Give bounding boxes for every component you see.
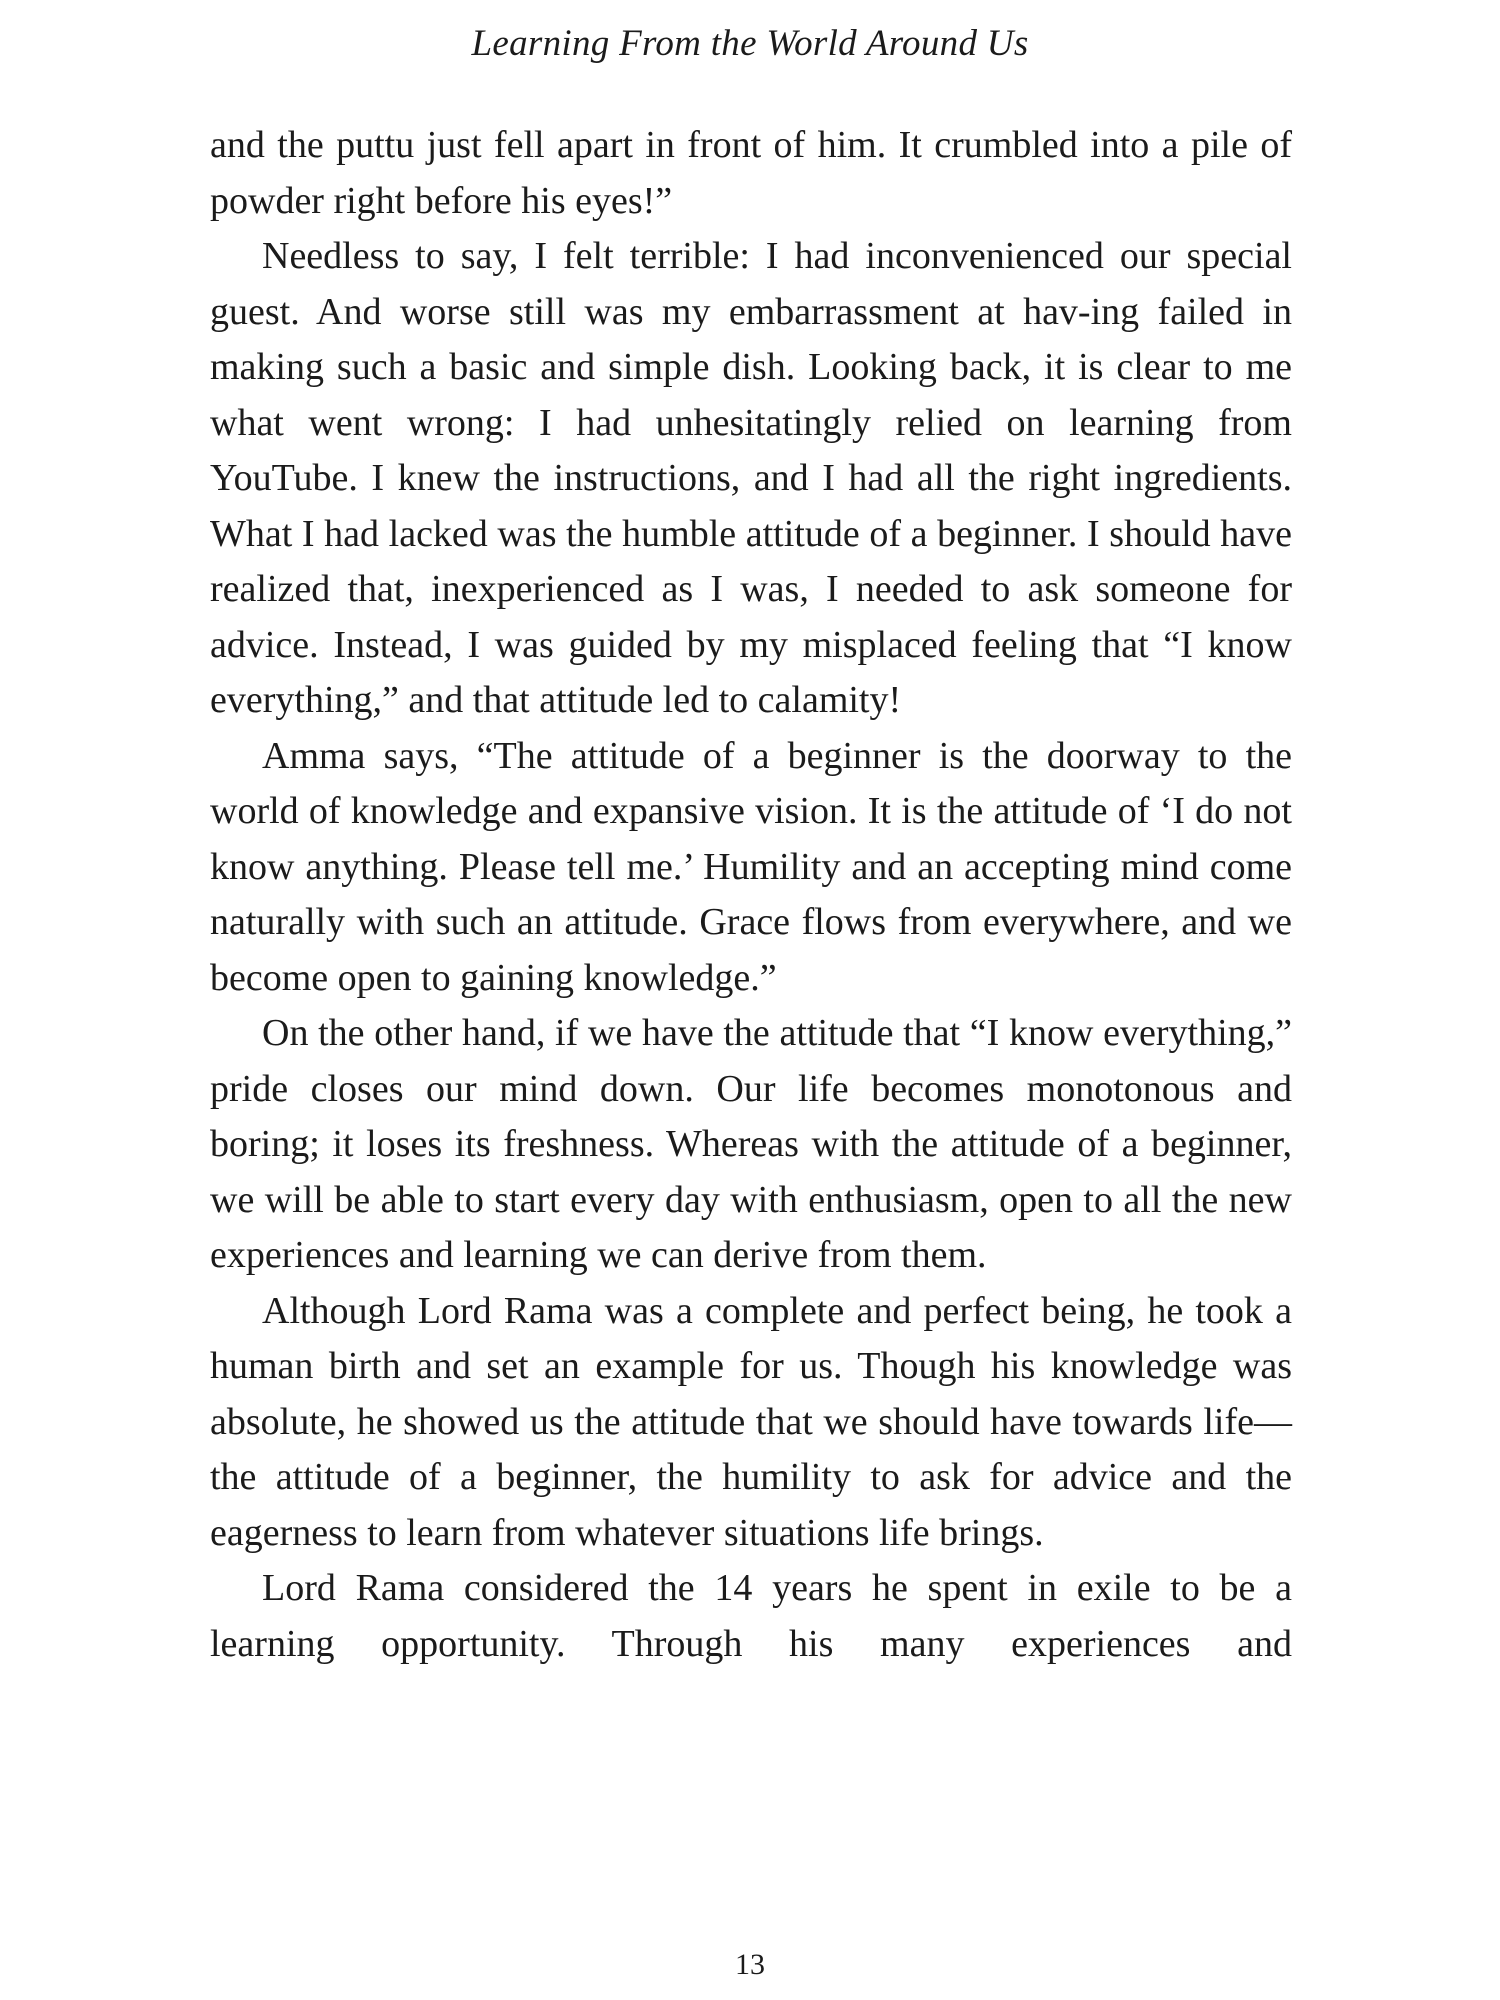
paragraph-continues: Lord Rama considered the 14 years he spent in exile to be a learning opportunity. Through his many experiences and [210,1567,1292,1665]
paragraph: Although Lord Rama was a complete and perfect being, he took a human birth and set an example for us. Though his knowledge was absolute, he showed us the attitude that we should have towards life—the attitude of a beginner, the humility to ask for advice and the eagerness to learn from whatever situations life brings. [210,1289,1292,1554]
running-header: Learning From the World Around Us [471,23,1029,64]
paragraph-continuation: and the puttu just fell apart in front of him. It crumbled into a pile of powder right before his eyes!” [210,124,1292,222]
paragraph: On the other hand, if we have the attitude that “I know everything,” pride closes our mind down. Our life becomes monotonous and boring; it loses its freshness. Whereas with the attitude of a beginner, we will be able to start every day with enthusiasm, open to all the new experiences and learning we can derive from them. [210,1012,1292,1276]
body-text [210,118,1292,1672]
paragraph: Needless to say, I felt terrible: I had inconvenienced our special guest. And worse still was my embarrassment at hav-ing failed in making such a basic and simple dish. Looking back, it is clear to me what went wrong: I had unhesitatingly relied on learning from YouTube. I knew the instructions, and I had all the right ingredients. What I had lacked was the humble attitude of a beginner. I should have realized that, inexperienced as I was, I needed to ask someone for advice. Instead, I was guided by my misplaced feeling that “I know everything,” and that attitude led to calamity! [210,235,1292,721]
paragraph: Amma says, “The attitude of a beginner is the doorway to the world of knowledge and expansive vision. It is the attitude of ‘I do not know anything. Please tell me.’ Humility and an accepting mind come naturally with such an attitude. Grace flows from everywhere, and we become open to gaining knowledge.” [210,734,1292,999]
page-number: 13 [735,1948,765,1981]
